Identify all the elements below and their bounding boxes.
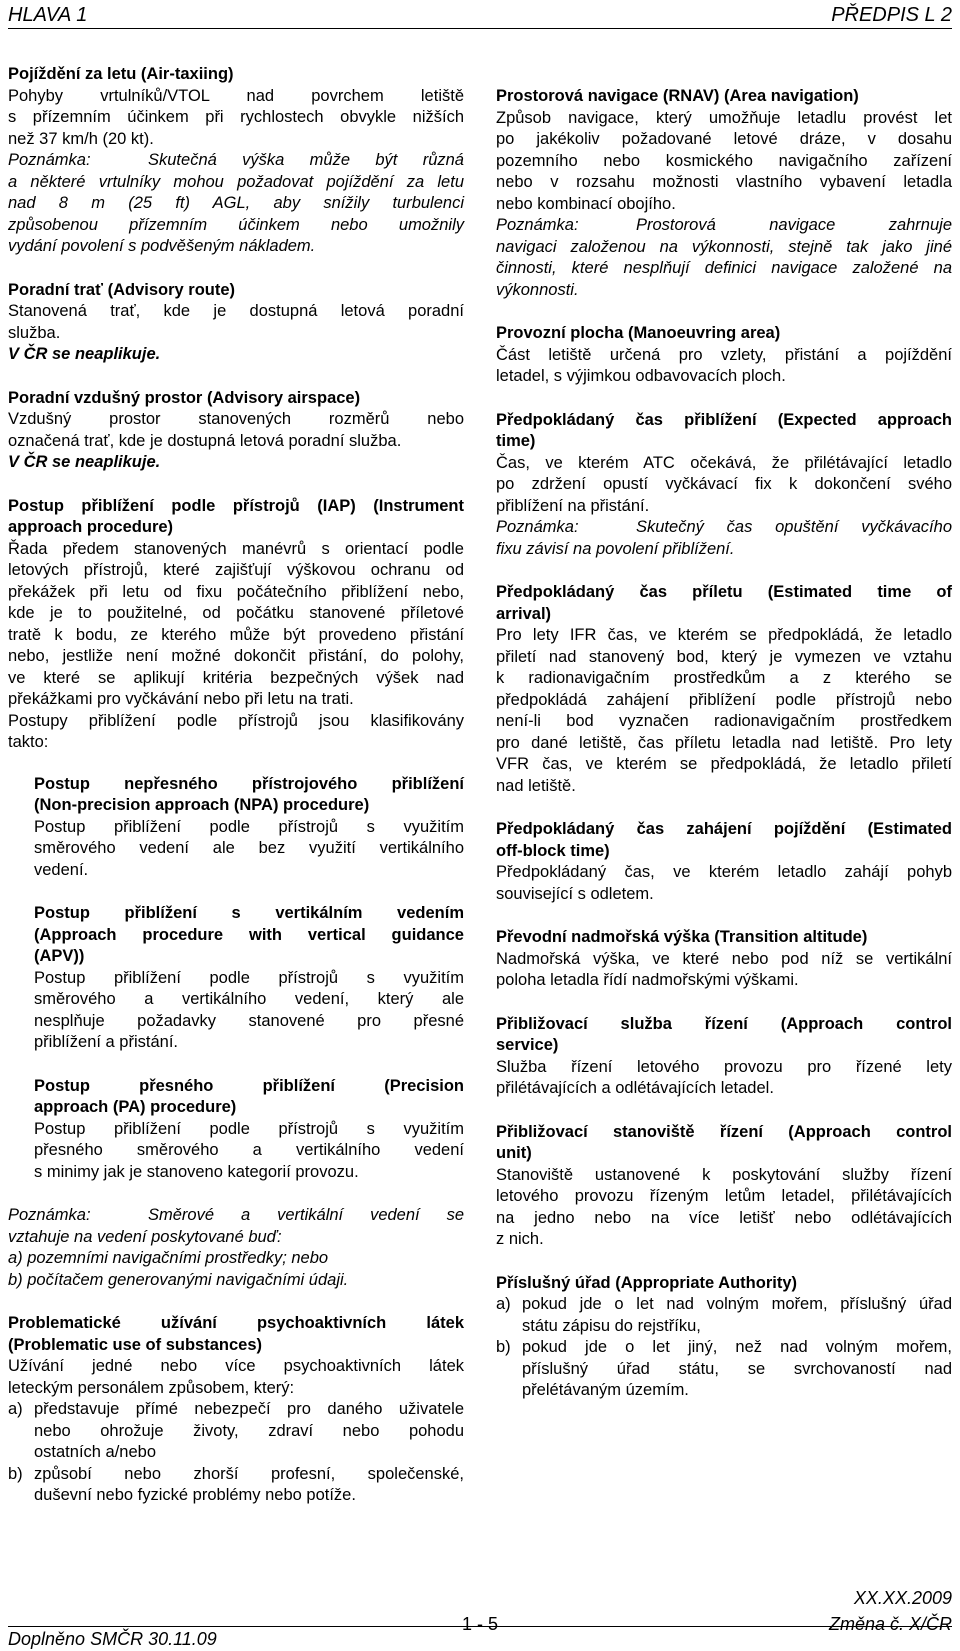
- entry-title: service): [496, 1036, 559, 1054]
- entry-title: approach (PA) procedure): [34, 1098, 237, 1116]
- entry-title: Přibližovací služba řízení (Approach control: [496, 1014, 952, 1033]
- entry-title: Provozní plocha (Manoeuvring area): [496, 324, 781, 342]
- definition-line: nebo, jestliže není možné dokončit přistání, do polohy,: [8, 647, 464, 665]
- definition-line: pozemního nebo kosmického navigačního zařízení: [496, 151, 952, 170]
- definition-line: překážkami pro vyčkávání nebo při letu na trati.: [8, 690, 354, 708]
- list-line: představuje přímé nebezpečí pro daného uživatele: [34, 1400, 464, 1418]
- note-label: Poznámka:: [496, 518, 579, 536]
- entry-title: time): [496, 432, 536, 450]
- not-applicable-note: V ČR se neaplikuje.: [8, 453, 161, 471]
- list-marker: b): [496, 1338, 511, 1356]
- entry-manoeuvring-area: [496, 323, 952, 388]
- definition-line: tratě k bodu, ze kterého může být provedeno přistání: [8, 625, 464, 644]
- note-line: činnosti, které nesplňují definici navigace založené na: [496, 259, 952, 277]
- definition-line: Postupy přiblížení podle přístrojů jsou klasifikovány: [8, 711, 464, 730]
- entry-title: Postup přiblížení s vertikálním vedením: [34, 904, 464, 922]
- note-text: Skutečný čas opuštění vyčkávacího: [636, 518, 952, 536]
- note-label: Poznámka:: [496, 216, 579, 234]
- note-line: nad 8 m (25 ft) AGL, aby snížily turbulenci: [8, 194, 464, 212]
- entry-area-navigation: [496, 86, 952, 301]
- list-item: [8, 1399, 464, 1464]
- definition-line: z nich.: [496, 1230, 544, 1248]
- definition-line: přiletí nad stanovený bod, který je vymezen ve vztahu: [496, 647, 952, 666]
- definition-line: Užívání jedné nebo více psychoaktivních látek: [8, 1357, 464, 1375]
- definition-line: Stanoviště ustanovené k poskytování služby řízení: [496, 1165, 952, 1184]
- list-item: [496, 1294, 952, 1337]
- definition-line: vedení.: [34, 860, 89, 879]
- note-label: Poznámka:: [8, 1206, 91, 1224]
- page-footer: [8, 1588, 952, 1649]
- entry-title: (Non-precision approach (NPA) procedure): [34, 796, 370, 814]
- definition-line: související s odletem.: [496, 884, 654, 903]
- entry-title: Postup přiblížení podle přístrojů (IAP) (Instrument: [8, 496, 464, 515]
- definition-line: pro dané letiště, čas příletu letadla nad letiště. Pro lety: [496, 733, 952, 752]
- definition-line: Způsob navigace, který umožňuje letadlu provést let: [496, 108, 952, 127]
- note-line: vztahuje na vedení poskytované buď:: [8, 1227, 282, 1246]
- amendment-text: Doplněno SMČR 30.11.09: [8, 1629, 217, 1649]
- entry-advisory-route: [8, 280, 464, 366]
- list-line: duševní nebo fyzické problémy nebo potíže.: [34, 1486, 356, 1504]
- entry-title: arrival): [496, 604, 552, 623]
- definition-line: s minimy jak je stanoveno kategorií provozu.: [34, 1162, 359, 1181]
- entry-title: (Problematic use of substances): [8, 1335, 262, 1354]
- definition-line: po zdržení opustí vyčkávací fix k dokončení svého: [496, 475, 952, 493]
- issue-date: XX.XX.2009: [853, 1588, 952, 1608]
- definition-line: služba.: [8, 323, 61, 342]
- entry-transition-altitude: [496, 927, 952, 992]
- definition-line: Část letiště určená pro vzlety, přistání a pojíždění: [496, 345, 952, 364]
- definition-line: nad letiště.: [496, 776, 576, 795]
- entry-title: unit): [496, 1144, 532, 1162]
- note: [496, 215, 952, 237]
- definition-line: Služba řízení letového provozu pro řízené lety: [496, 1057, 952, 1076]
- entry-title: Prostorová navigace (RNAV) (Area navigation): [496, 87, 859, 105]
- entry-estimated-off-block-time: [496, 819, 952, 905]
- entry-title: Postup nepřesného přístrojového přiblížení: [34, 774, 464, 793]
- left-column: [8, 64, 464, 1529]
- entry-air-taxiing: [8, 64, 464, 258]
- definition-line: předpokládá zahájení přiblížení podle přístrojů nebo: [496, 690, 952, 709]
- entry-approach-control-unit: [496, 1122, 952, 1251]
- definition-line: poloha letadla řídí nadmořskými výškami.: [496, 971, 799, 989]
- list-line: státu zápisu do rejstříku,: [522, 1316, 701, 1335]
- entry-instrument-approach: [8, 496, 464, 754]
- not-applicable-note: V ČR se neaplikuje.: [8, 345, 161, 363]
- entry-title: Předpokládaný čas příletu (Estimated time of: [496, 583, 952, 601]
- entry-npa: [34, 774, 464, 882]
- entry-title: Přibližovací stanoviště řízení (Approach control: [496, 1122, 952, 1141]
- note: [496, 517, 952, 539]
- definition-line: Řada předem stanovených manévrů s orientací podle: [8, 539, 464, 558]
- entry-problematic-use: [8, 1313, 464, 1507]
- page-number: 1 - 5: [461, 1614, 499, 1634]
- definition-line: Stanovená trať, kde je dostupná letová poradní: [8, 302, 464, 320]
- entry-title: Předpokládaný čas zahájení pojíždění (Estimated: [496, 820, 952, 838]
- list-line: pokud jde o let jiný, než nad volným mořem,: [522, 1338, 952, 1356]
- entry-pa: [34, 1076, 464, 1184]
- definition-line: po jakékoliv požadované letové dráze, v dosahu: [496, 130, 952, 148]
- definition-line: překážek při letu od fixu počátečního přiblížení nebo,: [8, 582, 464, 601]
- entry-title: Poradní trať (Advisory route): [8, 280, 236, 299]
- entry-title: Převodní nadmořská výška (Transition altitude): [496, 928, 868, 946]
- definition-line: Čas, ve kterém ATC očekává, že přilétávající letadlo: [496, 453, 952, 472]
- entry-apv: [34, 903, 464, 1054]
- entry-title: (APV)): [34, 947, 85, 965]
- definition-line: než 37 km/h (20 kt).: [8, 129, 154, 148]
- entry-title: approach procedure): [8, 518, 174, 536]
- note-text: Směrové a vertikální vedení se: [148, 1206, 464, 1224]
- note: [8, 1205, 464, 1227]
- list-line: pokud jde o let nad volným mořem, příslušný úřad: [522, 1295, 952, 1313]
- note: [8, 150, 464, 172]
- definition-line: VFR čas, ve kterém se předpokládá, že letadlo přiletí: [496, 755, 952, 773]
- definition-line: označená trať, kde je dostupná letová poradní služba.: [8, 431, 402, 450]
- definition-line: přesného směrového a vertikálního vedení: [34, 1141, 464, 1159]
- list-line: ostatních a/nebo: [34, 1443, 157, 1461]
- definition-line: nebo v rozsahu možnosti vlastního vybavení letadla: [496, 173, 952, 191]
- entry-title: (Approach procedure with vertical guidance: [34, 925, 464, 944]
- definition-line: směrového vedení ale bez využití vertikálního: [34, 839, 464, 857]
- list-line: přelétávaným územím.: [522, 1381, 689, 1399]
- chapter-label: HLAVA 1: [8, 4, 88, 26]
- definition-line: nebo kombinací obojího.: [496, 194, 676, 213]
- definition-line: Pro lety IFR čas, ve kterém se předpokládá, že letadlo: [496, 626, 952, 644]
- definition-line: kde je to použitelné, od počátku stanovené příletové: [8, 604, 464, 622]
- note-label: Poznámka:: [8, 151, 91, 169]
- entry-title: Poradní vzdušný prostor (Advisory airspace): [8, 388, 361, 407]
- definition-line: Pohyby vrtulníků/VTOL nad povrchem letiště: [8, 86, 464, 105]
- list-line: nebo ohrožuje životy, zdraví nebo pohodu: [34, 1421, 464, 1440]
- entry-title: Předpokládaný čas přiblížení (Expected approach: [496, 410, 952, 429]
- definition-line: nesplňuje požadavky stanovené pro přesné: [34, 1011, 464, 1030]
- note-line: způsobenou přízemním účinkem nebo umožnily: [8, 215, 464, 234]
- definition-line: Vzdušný prostor stanovených rozměrů nebo: [8, 410, 464, 428]
- definition-line: Nadmořská výška, ve které nebo pod níž se vertikální: [496, 949, 952, 968]
- definition-line: přilétávajících a odlétávajících letadel.: [496, 1079, 774, 1097]
- entry-title: Problematické užívání psychoaktivních látek: [8, 1314, 464, 1332]
- entry-title: Postup přesného přiblížení (Precision: [34, 1076, 464, 1095]
- definition-line: leteckým personálem způsobem, který:: [8, 1378, 295, 1397]
- entry-advisory-airspace: [8, 388, 464, 474]
- definition-line: letadel, s výjimkou odbavovacích ploch.: [496, 367, 786, 385]
- entry-approach-control-service: [496, 1014, 952, 1100]
- definition-line: Postup přiblížení podle přístrojů s využitím: [34, 1119, 464, 1138]
- definition-line: k radionavigačním prostředkům a z kterého se: [496, 669, 952, 687]
- entry-appropriate-authority: [496, 1273, 952, 1402]
- entry-expected-approach-time: [496, 410, 952, 561]
- list-item: [496, 1337, 952, 1402]
- note-item: a) pozemními navigačními prostředky; nebo: [8, 1249, 329, 1267]
- definition-line: není-li bod vyznačen radionavigačním prostředkem: [496, 712, 952, 730]
- definition-line: Postup přiblížení podle přístrojů s využitím: [34, 817, 464, 836]
- list-item: [8, 1464, 464, 1507]
- definition-line: letového provozu řízeným letům letadel, přilétávajících: [496, 1187, 952, 1205]
- note-text: Prostorová navigace zahrnuje: [636, 216, 952, 234]
- definition-line: letových přístrojů, které zajišťují výškovou ochranu od: [8, 561, 464, 579]
- entry-title: Pojíždění za letu (Air-taxiing): [8, 65, 234, 83]
- definition-line: s přízemním účinkem při rychlostech obvykle nižších: [8, 108, 464, 126]
- note-line: navigaci založenou na výkonnosti, stejně tak jako jiné: [496, 237, 952, 256]
- definition-line: Postup přiblížení podle přístrojů s využitím: [34, 968, 464, 987]
- right-column: [496, 86, 952, 1424]
- list-line: způsobí nebo zhorší profesní, společenské,: [34, 1464, 464, 1483]
- definition-line: na jedno nebo na více letišť nebo odlétávajících: [496, 1208, 952, 1227]
- entry-estimated-time-of-arrival: [496, 582, 952, 797]
- list-marker: b): [8, 1464, 23, 1483]
- definition-line: ve které se aplikují kritéria bezpečných výšek nad: [8, 668, 464, 687]
- list-marker: a): [8, 1400, 23, 1418]
- note-line: a některé vrtulníky mohou požadovat pojíždění za letu: [8, 172, 464, 191]
- note-line: vydání povolení s podvěšeným nákladem.: [8, 237, 316, 255]
- list-line: příslušný úřad státu, se svrchovaností nad: [522, 1359, 952, 1378]
- note-item: b) počítačem generovanými navigačními údaji.: [8, 1270, 349, 1289]
- definition-line: takto:: [8, 733, 49, 751]
- definition-line: přiblížení a přistání.: [34, 1033, 178, 1051]
- vertical-guidance-note: [8, 1205, 464, 1291]
- definition-line: směrového a vertikálního vedení, který ale: [34, 990, 464, 1008]
- definition-line: přiblížení na přistání.: [496, 496, 650, 515]
- note-line: fixu závisí na povolení přiblížení.: [496, 539, 735, 558]
- change-number: Změna č. X/ČR: [828, 1614, 952, 1634]
- list-marker: a): [496, 1295, 511, 1313]
- note-line: výkonnosti.: [496, 280, 579, 299]
- entry-title: Příslušný úřad (Appropriate Authority): [496, 1273, 797, 1292]
- definition-line: Předpokládaný čas, ve kterém letadlo zahájí pohyb: [496, 863, 952, 881]
- page-header: [8, 2, 952, 29]
- entry-title: off-block time): [496, 841, 610, 860]
- note-text: Skutečná výška může být různá: [148, 151, 464, 169]
- regulation-label: PŘEDPIS L 2: [831, 4, 952, 26]
